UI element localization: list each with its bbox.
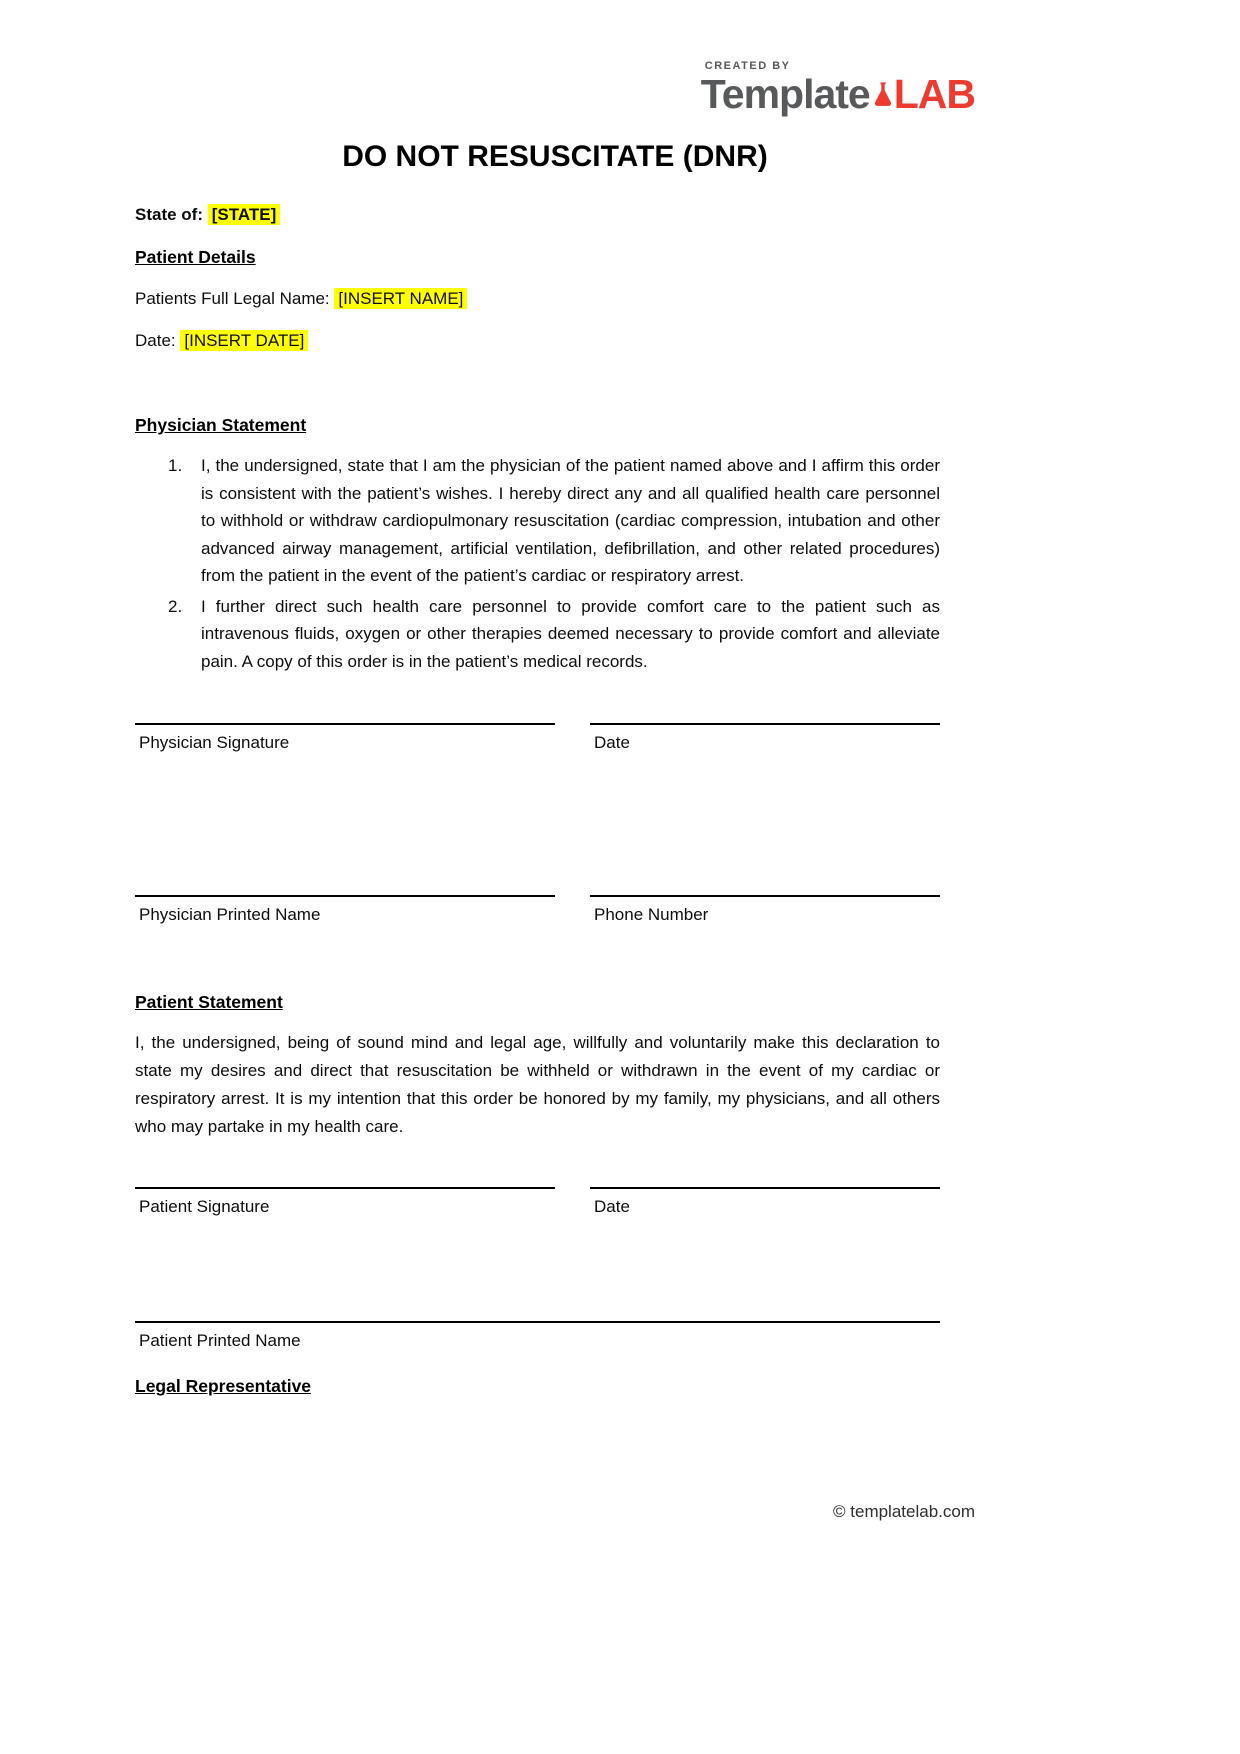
patient-name-label: Patients Full Legal Name: xyxy=(135,289,330,308)
patient-statement-heading: Patient Statement xyxy=(135,992,283,1012)
physician-statement-list xyxy=(135,452,940,675)
physician-statement-item-1 xyxy=(168,452,940,590)
physician-signature-label: Physician Signature xyxy=(139,733,290,752)
phone-number-label: Phone Number xyxy=(594,905,709,924)
legal-representative-heading: Legal Representative xyxy=(135,1376,312,1396)
patient-signature-row xyxy=(135,1187,940,1217)
list-number: 1. xyxy=(168,456,183,475)
list-text: I further direct such health care personnel to provide comfort care to the patient such as intravenous fluids, oxygen or other therapies deemed necessary to provide comfort and alleviate pain. A copy of this order is in the patient’s medical records. xyxy=(201,596,940,671)
patient-name-placeholder-field[interactable]: [INSERT NAME] xyxy=(334,288,467,309)
date-placeholder-field[interactable]: [INSERT DATE] xyxy=(180,330,308,351)
physician-printed-name-label: Physician Printed Name xyxy=(139,905,321,924)
physician-printed-name-row xyxy=(135,895,940,925)
brand-wordmark xyxy=(701,73,975,116)
created-by-text: CREATED BY xyxy=(704,60,791,72)
physician-statement-item-2 xyxy=(168,593,940,676)
physician-signature-row xyxy=(135,723,940,753)
document-title: DO NOT RESUSCITATE (DNR) xyxy=(342,140,768,173)
patient-statement-text: I, the undersigned, being of sound mind and legal age, willfully and voluntarily make this declaration to state my desires and direct that resuscitation be withheld or withdrawn in the event of my cardiac or respiratory arrest. It is my intention that this order be honored by my family, my physicians, and all others who may partake in my health care. xyxy=(135,1033,940,1136)
physician-date-label: Date xyxy=(594,733,630,752)
footer-copyright: © templatelab.com xyxy=(833,1502,975,1521)
list-number: 2. xyxy=(168,596,183,616)
templatelab-logo xyxy=(135,60,975,116)
state-label: State of: xyxy=(135,205,203,224)
patient-name-line xyxy=(135,288,1240,310)
list-text: I, the undersigned, state that I am the physician of the patient named above and I affirm this order is consistent with the patient’s wishes. I hereby direct any and all qualified health care personnel to withhold or withdraw cardiopulmonary resuscitation (cardiac compression, intubation and other advanced airway management, artificial ventilation, defibrillation, and other related procedures) from the patient in the event of the patient’s cardiac or respiratory arrest. xyxy=(201,456,940,585)
physician-statement-heading: Physician Statement xyxy=(135,415,307,435)
state-placeholder-field[interactable]: [STATE] xyxy=(208,204,281,225)
patient-signature-label: Patient Signature xyxy=(139,1197,270,1216)
date-line xyxy=(135,330,1240,352)
brand-lab-text: LAB xyxy=(893,71,975,117)
patient-printed-name-label: Patient Printed Name xyxy=(139,1331,301,1350)
brand-template-text: Template xyxy=(700,71,870,117)
state-line xyxy=(135,204,1240,226)
patient-date-label: Date xyxy=(594,1197,630,1216)
flask-icon xyxy=(873,73,893,114)
date-label: Date: xyxy=(135,331,176,350)
patient-details-heading: Patient Details xyxy=(135,247,256,267)
patient-printed-name-row xyxy=(135,1321,940,1351)
